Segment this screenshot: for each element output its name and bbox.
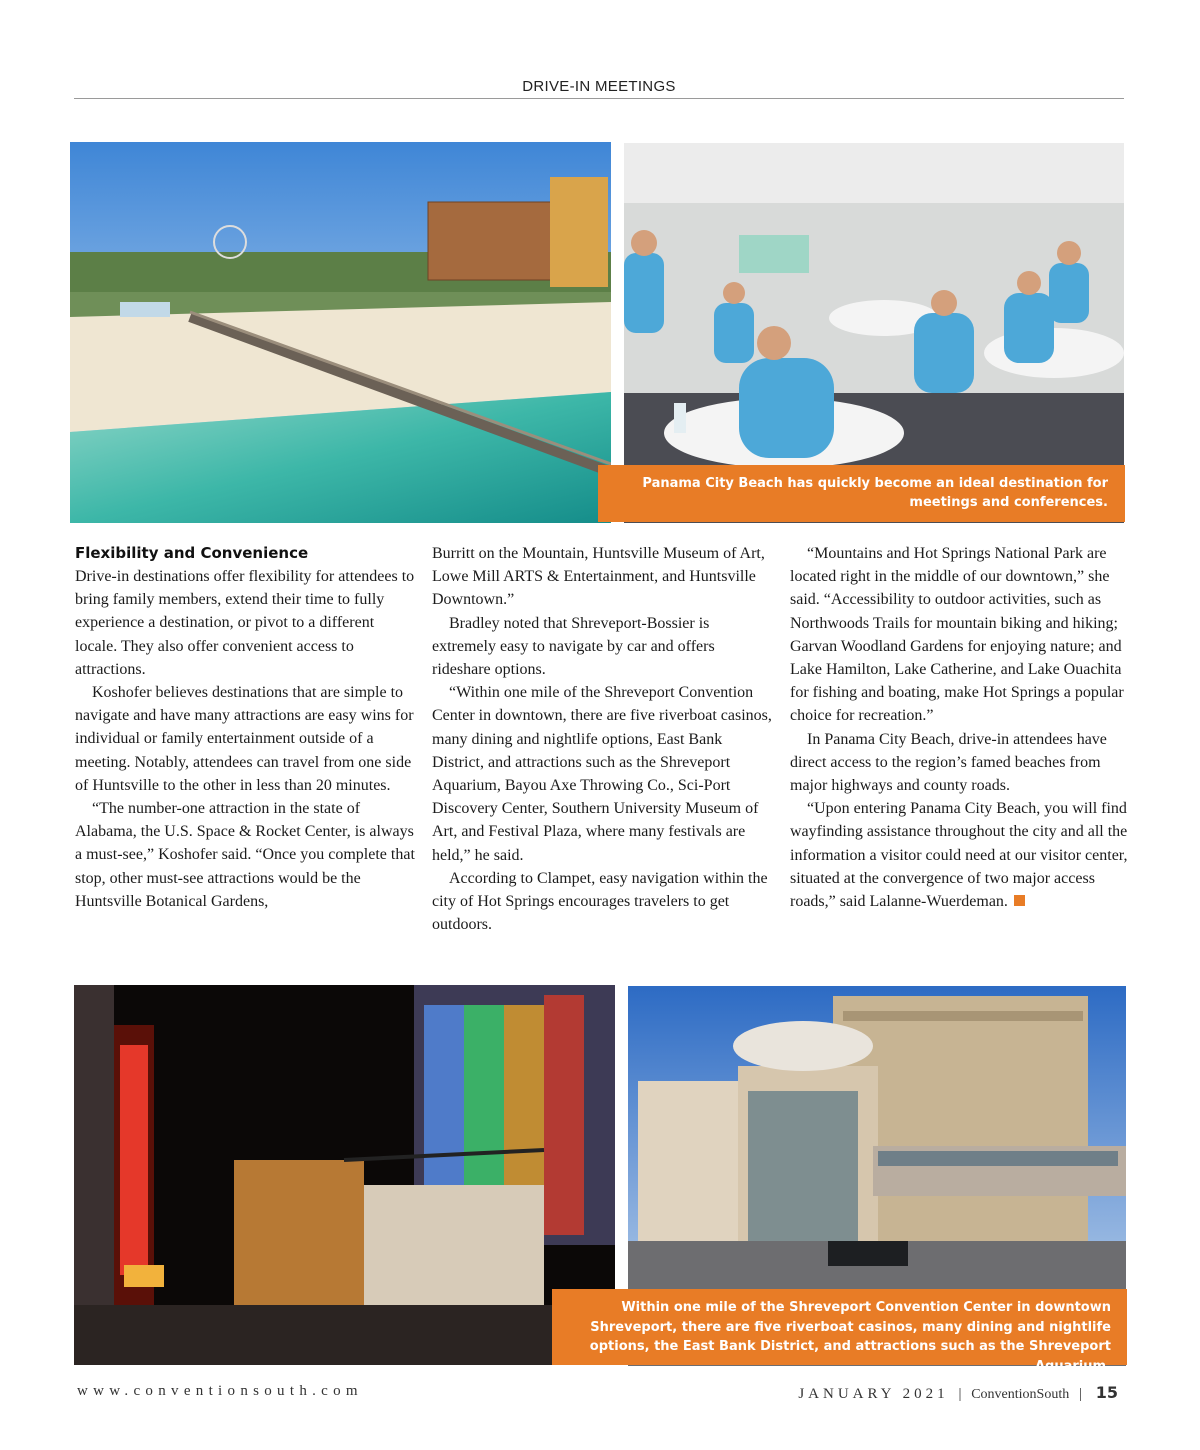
paragraph-text: “Upon entering Panama City Beach, you will find wayfinding assistance throughout the city and all the information a visitor could need at our visitor center, situated at the convergence of two major access roads,” said Lalanne-Wuerdeman. (790, 800, 1128, 911)
paragraph: Drive-in destinations offer flexibility for attendees to bring family members, extend their time to fully experience a destination, or pivot to a different locale. They also offer convenient access to attractions. (75, 568, 415, 678)
article-column-1 (75, 542, 415, 913)
paragraph: According to Clampet, easy navigation within the city of Hot Springs encourages travelers to get outdoors. (432, 869, 768, 934)
section-header: DRIVE-IN MEETINGS (522, 78, 676, 95)
paragraph: Burritt on the Mountain, Huntsville Museum of Art, Lowe Mill ARTS & Entertainment, and Huntsville Downtown.” (432, 545, 765, 609)
footer-info (798, 1383, 1118, 1403)
end-mark-icon (1014, 895, 1025, 906)
article-heading: Flexibility and Convenience (75, 544, 309, 562)
caption-bottom: Within one mile of the Shreveport Convention Center in downtown Shreveport, there are five riverboat casinos, many dining and nightlife options, the East Bank District, and attractions such as the Shreveport Aquarium. (552, 1289, 1127, 1365)
paragraph: “Mountains and Hot Springs National Park are located right in the middle of our downtown,” she said. “Accessibility to outdoor activities, such as Northwoods Trails for mountain biking and hiking; Garvan Woodland Gardens for enjoying nature; and Lake Hamilton, Lake Catherine, and Lake Ouachita for fishing and boating, make Hot Springs a popular choice for recreation.” (790, 545, 1124, 725)
article-column-2 (432, 542, 774, 936)
page-number: 15 (1095, 1383, 1118, 1402)
paragraph: “The number-one attraction in the state of Alabama, the U.S. Space & Rocket Center, is always a must-see,” Koshofer said. “Once you complete that stop, other must-see attractions would be the Huntsville Botanical Gardens, (75, 800, 415, 910)
footer-separator: | (1078, 1386, 1082, 1402)
paragraph: “Within one mile of the Shreveport Convention Center in downtown, there are five riverboat casinos, many dining and nightlife options, East Bank District, and attractions such as the Shreveport Aquarium, Bayou Axe Throwing Co., Sci-Port Discovery Center, Southern University Museum of Art, and Festival Plaza, where many festivals are held,” he said. (432, 684, 772, 864)
casino-photo (74, 985, 615, 1365)
article-column-3 (790, 542, 1130, 913)
footer-issue: JANUARY 2021 (798, 1386, 949, 1402)
footer-publication: ConventionSouth (971, 1387, 1070, 1402)
beach-photo (70, 142, 611, 523)
paragraph: Bradley noted that Shreveport-Bossier is extremely easy to navigate by car and offers rideshare options. (432, 614, 715, 679)
caption-top: Panama City Beach has quickly become an ideal destination for meetings and conferences. (598, 465, 1125, 522)
footer-separator: | (958, 1386, 962, 1402)
paragraph (790, 797, 1130, 913)
header-rule (74, 98, 1124, 99)
paragraph: In Panama City Beach, drive-in attendees have direct access to the region’s famed beaches from major highways and county roads. (790, 730, 1107, 795)
paragraph: Koshofer believes destinations that are simple to navigate and have many attractions are easy wins for individual or family entertainment outside of a meeting. Notably, attendees can travel from one side of Huntsville to the other in less than 20 minutes. (75, 684, 414, 794)
footer-url: www.conventionsouth.com (77, 1383, 363, 1399)
